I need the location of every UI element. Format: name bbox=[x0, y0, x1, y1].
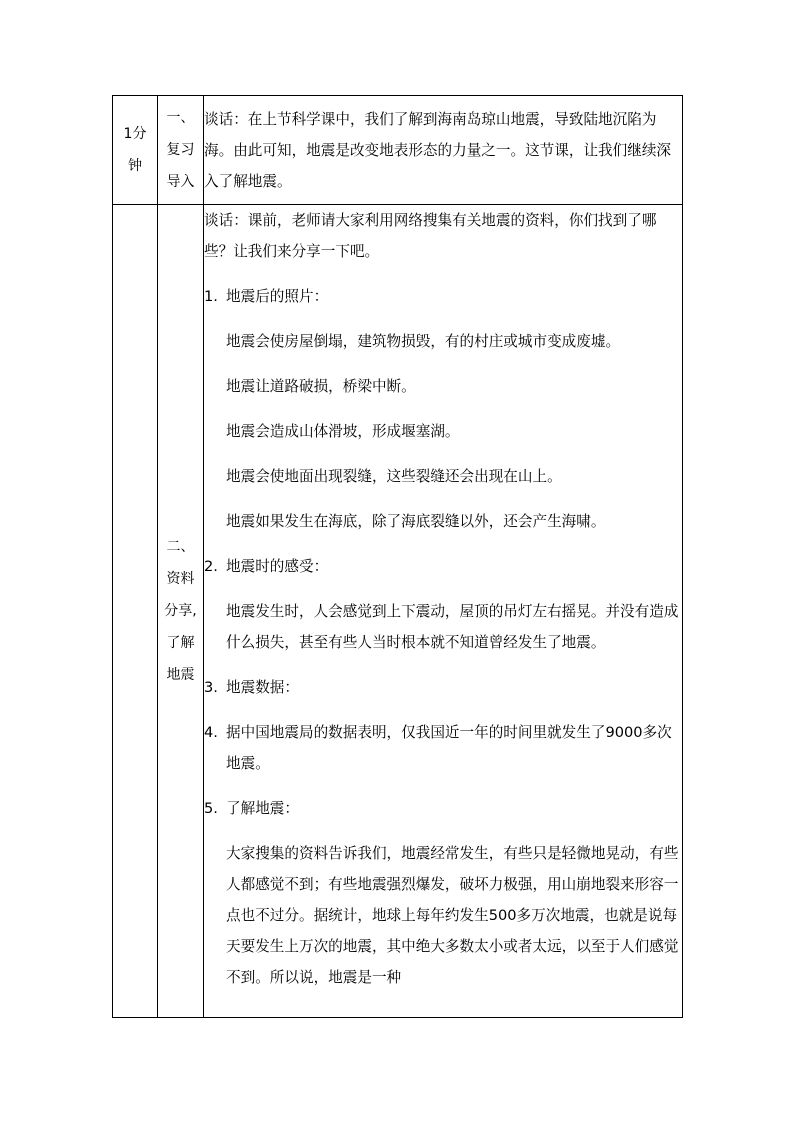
stage-cell bbox=[158, 96, 204, 205]
content-cell bbox=[204, 205, 683, 1018]
lesson-plan-table bbox=[112, 95, 683, 1018]
stage-line: 复习 bbox=[166, 142, 195, 158]
stage-line: 分享, bbox=[164, 603, 197, 619]
time-line: 1分 bbox=[123, 126, 147, 142]
list-item bbox=[204, 793, 682, 824]
item-number: 3. bbox=[204, 679, 218, 696]
item-title: 地震后的照片： bbox=[226, 288, 329, 305]
stage-line: 二、 bbox=[166, 539, 195, 555]
intro-paragraph: 谈话：在上节科学课中，我们了解到海南岛琼山地震，导致陆地沉陷为海。由此可知，地震是改变地表形态的力量之一。这节课，让我们继续深入了解地震。 bbox=[204, 110, 672, 190]
time-cell bbox=[113, 96, 158, 205]
stage-line: 了解 bbox=[166, 635, 195, 651]
time-cell bbox=[113, 205, 158, 1018]
list-item bbox=[204, 281, 682, 312]
item-number: 4. bbox=[204, 724, 218, 741]
photo-description: 地震如果发生在海底，除了海底裂缝以外，还会产生海啸。 bbox=[226, 513, 606, 530]
item-number: 2. bbox=[204, 558, 218, 575]
stage-line: 导入 bbox=[166, 174, 195, 190]
table-row bbox=[113, 205, 683, 1018]
item-title: 地震时的感受： bbox=[226, 558, 329, 575]
list-item bbox=[204, 717, 682, 779]
table-row bbox=[113, 96, 683, 205]
content-cell bbox=[204, 96, 683, 205]
item-title: 据中国地震局的数据表明，仅我国近一年的时间里就发生了9000多次地震。 bbox=[226, 724, 672, 772]
photo-description: 地震让道路破损，桥梁中断。 bbox=[226, 378, 416, 395]
photo-description: 地震会使地面出现裂缝，这些裂缝还会出现在山上。 bbox=[226, 468, 562, 485]
stage-cell bbox=[158, 205, 204, 1018]
item-title: 地震数据： bbox=[226, 679, 299, 696]
feeling-paragraph: 地震发生时，人会感觉到上下震动，屋顶的吊灯左右摇晃。并没有造成什么损失，甚至有些人当时根本就不知道曾经发生了地震。 bbox=[226, 603, 679, 651]
intro-paragraph: 谈话：课前，老师请大家利用网络搜集有关地震的资料，你们找到了哪些？让我们来分享一下吧。 bbox=[204, 212, 657, 260]
item-number: 5. bbox=[204, 800, 218, 817]
photo-description: 地震会使房屋倒塌，建筑物损毁，有的村庄或城市变成废墟。 bbox=[226, 333, 621, 350]
list-item bbox=[204, 672, 682, 703]
stage-line: 资料 bbox=[166, 571, 195, 587]
item-title: 了解地震： bbox=[226, 800, 299, 817]
stage-line: 一、 bbox=[166, 110, 195, 126]
list-item bbox=[204, 551, 682, 582]
time-line: 钟 bbox=[128, 158, 142, 174]
item-number: 1. bbox=[204, 288, 218, 305]
photo-description: 地震会造成山体滑坡，形成堰塞湖。 bbox=[226, 423, 460, 440]
summary-paragraph: 大家搜集的资料告诉我们，地震经常发生，有些只是轻微地晃动，有些人都感觉不到；有些地震强烈爆发，破坏力极强，用山崩地裂来形容一点也不过分。据统计，地球上每年约发生500多万次地震，也就是说每天要发生上万次的地震，其中绝大多数太小或者太远，以至于人们感觉不到。所以说，地震是一种 bbox=[226, 845, 679, 986]
stage-line: 地震 bbox=[166, 667, 195, 683]
